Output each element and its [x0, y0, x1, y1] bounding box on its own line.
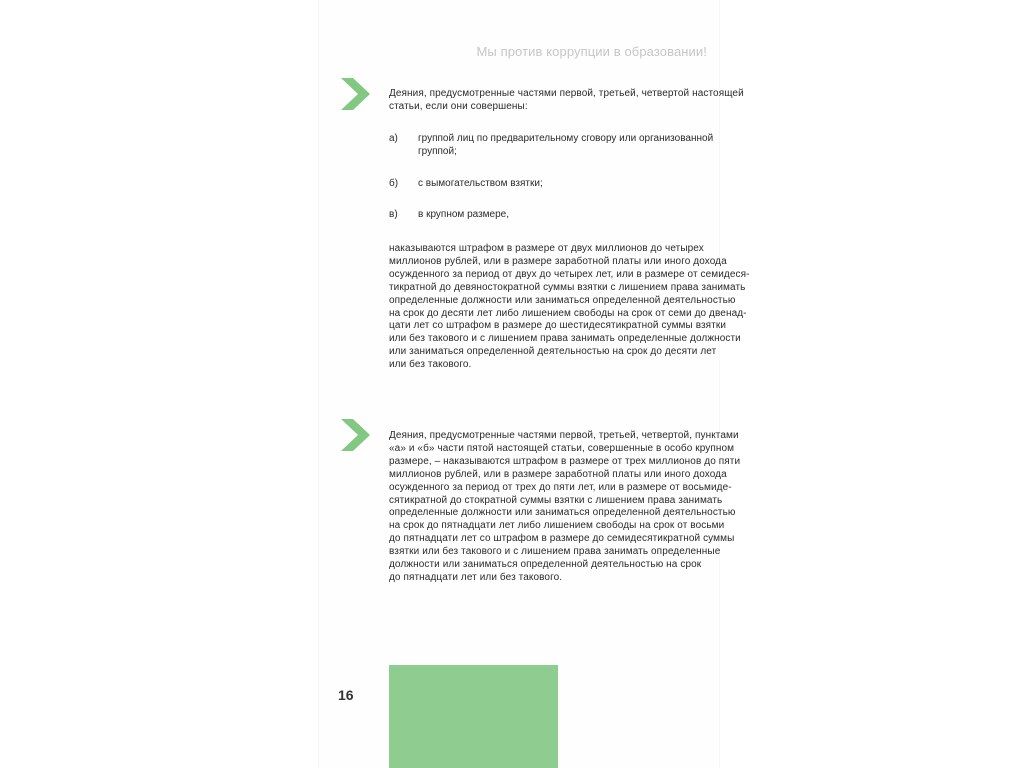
- text-line: с вымогательством взятки;: [418, 178, 543, 189]
- text-line: размере, – наказываются штрафом в размере от трех миллионов до пяти: [389, 455, 741, 467]
- list-item-text: [418, 133, 713, 159]
- list-marker: б): [389, 178, 399, 189]
- text-line: наказываются штрафом в размере от двух миллионов до четырех: [389, 243, 704, 254]
- page-number: 16: [338, 687, 354, 703]
- text-line: до пятнадцати лет со штрафом в размере до семидесятикратной суммы: [389, 533, 735, 545]
- text-line: осужденного за период от двух до четырех лет, или в размере от семидеся-: [389, 268, 750, 280]
- text-line: в крупном размере,: [418, 209, 510, 220]
- list-marker: в): [389, 209, 398, 220]
- section-2-text: [389, 430, 740, 585]
- text-line: определенные должности или заниматься определенной деятельностью: [389, 507, 736, 519]
- chevron-right-icon: [339, 417, 373, 453]
- text-line: взятки или без такового и с лишением права занимать определенные: [389, 546, 721, 558]
- text-line: Деяния, предусмотренные частями первой, третьей, четвертой настоящей: [389, 88, 744, 99]
- text-line: или заниматься определенной деятельностью на срок до десяти лет: [389, 346, 717, 358]
- decorative-green-block: [389, 665, 558, 768]
- chevron-right-icon: [339, 76, 373, 112]
- text-line: статьи, если они совершены:: [389, 100, 528, 112]
- text-line: определенные должности или заниматься определенной деятельностью: [389, 294, 736, 306]
- section-1-intro: [389, 88, 744, 114]
- text-line: миллионов рублей, или в размере заработной платы или иного дохода: [389, 468, 727, 480]
- text-line: сятикратной до стократной суммы взятки с лишением права занимать: [389, 494, 723, 506]
- document-page: [318, 0, 750, 768]
- text-line: группой лиц по предварительному сговору или организованной: [418, 133, 714, 144]
- list-item-text: [418, 178, 543, 191]
- text-line: Деяния, предусмотренные частями первой, третьей, четвертой, пунктами: [389, 430, 739, 441]
- text-line: осужденного за период от трех до пяти лет, или в размере от восьмиде-: [389, 481, 732, 493]
- list-marker: а): [389, 133, 398, 144]
- section-1-penalty: [389, 243, 750, 372]
- text-line: до пятнадцати лет или без такового.: [389, 571, 563, 583]
- text-line: должности или заниматься определенной деятельностью на срок: [389, 559, 702, 571]
- text-line: цати лет со штрафом в размере до шестидесятикратной суммы взятки: [389, 320, 727, 332]
- text-line: «а» и «б» части пятой настоящей статьи, совершенные в особо крупном: [389, 442, 735, 454]
- text-line: тикратной до девяностократной суммы взятки с лишением права занимать: [389, 281, 746, 293]
- list-item-text: [418, 209, 509, 222]
- text-line: или без такового.: [389, 359, 472, 371]
- text-line: или без такового и с лишением права занимать определенные должности: [389, 333, 741, 345]
- text-line: на срок до пятнадцати лет либо лишением свободы на срок от восьми: [389, 520, 725, 532]
- text-line: группой;: [418, 145, 457, 157]
- running-header: Мы против коррупции в образовании!: [476, 44, 707, 59]
- text-line: миллионов рублей, или в размере заработной платы или иного дохода: [389, 255, 727, 267]
- text-line: на срок до десяти лет либо лишением свободы на срок от семи до двенад-: [389, 307, 747, 319]
